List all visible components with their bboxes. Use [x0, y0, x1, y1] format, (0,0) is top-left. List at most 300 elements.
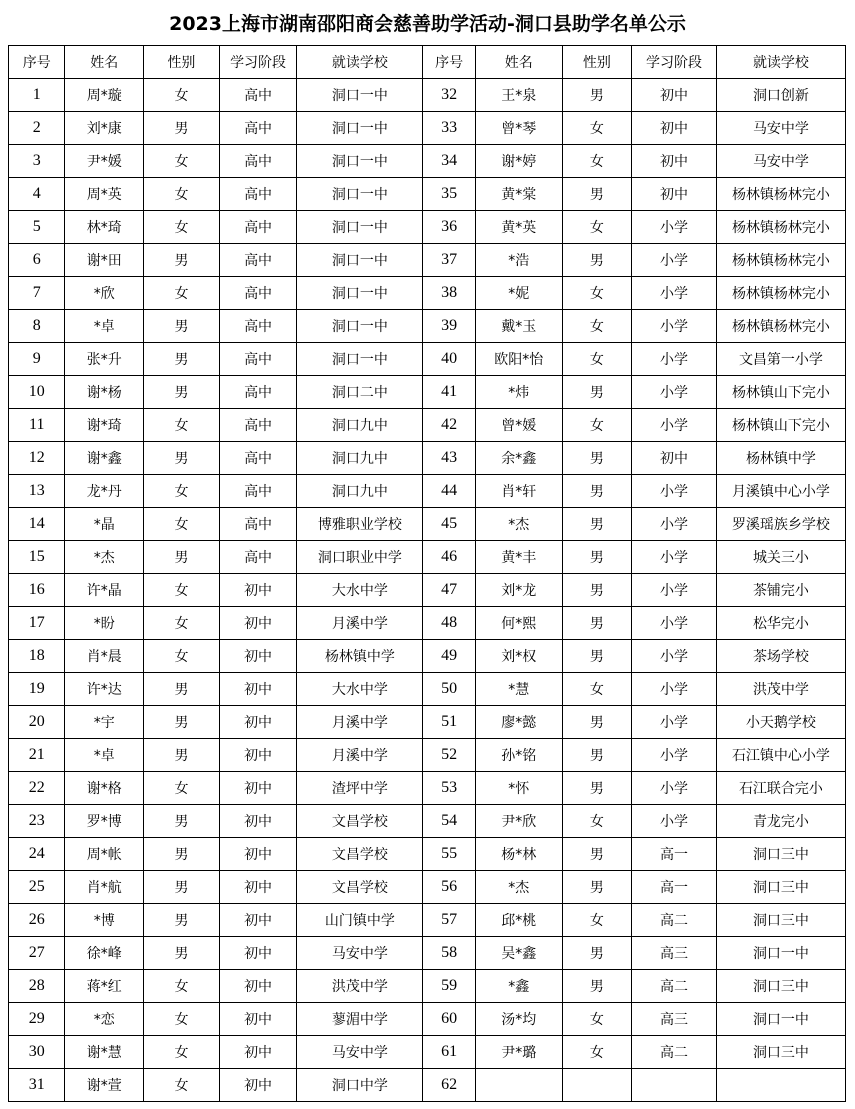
cell-name: 罗*博 [65, 805, 144, 838]
cell-stage: 初中 [219, 937, 297, 970]
cell-stage: 初中 [219, 607, 297, 640]
cell-gender: 男 [562, 244, 632, 277]
cell-stage: 高中 [219, 178, 297, 211]
cell-school: 洪茂中学 [716, 673, 845, 706]
cell-stage: 高中 [219, 244, 297, 277]
cell-school: 城关三小 [716, 541, 845, 574]
cell-seq: 51 [423, 706, 475, 739]
cell-name: 龙*丹 [65, 475, 144, 508]
cell-school: 杨林镇中学 [297, 640, 423, 673]
cell-stage: 小学 [632, 211, 717, 244]
cell-gender [562, 1069, 632, 1102]
cell-gender: 男 [144, 706, 220, 739]
cell-seq: 50 [423, 673, 475, 706]
cell-school: 大水中学 [297, 574, 423, 607]
cell-gender: 女 [144, 574, 220, 607]
cell-gender: 男 [562, 79, 632, 112]
cell-gender: 男 [144, 871, 220, 904]
cell-school: 洞口九中 [297, 475, 423, 508]
cell-name: 尹*媛 [65, 145, 144, 178]
cell-gender: 男 [562, 508, 632, 541]
table-row [9, 541, 846, 574]
cell-name: *卓 [65, 739, 144, 772]
cell-school: 洞口一中 [297, 79, 423, 112]
cell-school: 青龙完小 [716, 805, 845, 838]
cell-seq: 43 [423, 442, 475, 475]
cell-gender: 女 [562, 1003, 632, 1036]
cell-school: 洞口一中 [716, 1003, 845, 1036]
cell-seq: 1 [9, 79, 65, 112]
cell-name: 谢*琦 [65, 409, 144, 442]
cell-seq: 10 [9, 376, 65, 409]
cell-gender: 男 [562, 871, 632, 904]
cell-name: 周*帐 [65, 838, 144, 871]
cell-stage: 初中 [632, 145, 717, 178]
cell-stage: 高一 [632, 871, 717, 904]
cell-stage: 小学 [632, 277, 717, 310]
cell-name: 谢*杨 [65, 376, 144, 409]
cell-name: *宇 [65, 706, 144, 739]
cell-stage: 小学 [632, 574, 717, 607]
cell-gender: 女 [562, 112, 632, 145]
cell-name: 许*达 [65, 673, 144, 706]
cell-gender: 男 [562, 178, 632, 211]
cell-stage: 初中 [632, 112, 717, 145]
cell-name: 杨*林 [475, 838, 562, 871]
cell-seq: 39 [423, 310, 475, 343]
cell-gender: 女 [144, 970, 220, 1003]
cell-seq: 3 [9, 145, 65, 178]
cell-school: 文昌学校 [297, 838, 423, 871]
cell-school: 洞口一中 [297, 310, 423, 343]
cell-seq: 11 [9, 409, 65, 442]
cell-seq: 49 [423, 640, 475, 673]
cell-seq: 44 [423, 475, 475, 508]
cell-name: 周*璇 [65, 79, 144, 112]
cell-school: 杨林镇杨林完小 [716, 178, 845, 211]
cell-name: 邱*桃 [475, 904, 562, 937]
cell-stage: 小学 [632, 739, 717, 772]
cell-name: *晶 [65, 508, 144, 541]
cell-school: 文昌学校 [297, 805, 423, 838]
header-name-right: 姓名 [475, 46, 562, 79]
cell-name: 谢*格 [65, 772, 144, 805]
cell-gender: 女 [144, 475, 220, 508]
cell-school: 文昌学校 [297, 871, 423, 904]
table-row [9, 112, 846, 145]
header-name-left: 姓名 [65, 46, 144, 79]
cell-gender: 女 [144, 211, 220, 244]
cell-seq: 25 [9, 871, 65, 904]
cell-school: 茶场学校 [716, 640, 845, 673]
cell-gender: 男 [562, 541, 632, 574]
cell-name: 肖*轩 [475, 475, 562, 508]
cell-stage [632, 1069, 717, 1102]
cell-seq: 33 [423, 112, 475, 145]
cell-stage: 小学 [632, 673, 717, 706]
cell-stage: 高二 [632, 1036, 717, 1069]
cell-name: *杰 [65, 541, 144, 574]
table-row [9, 442, 846, 475]
cell-seq: 42 [423, 409, 475, 442]
cell-name: 蒋*红 [65, 970, 144, 1003]
cell-seq: 37 [423, 244, 475, 277]
cell-stage: 高二 [632, 904, 717, 937]
header-seq-right: 序号 [423, 46, 475, 79]
cell-gender: 女 [562, 673, 632, 706]
table-row [9, 607, 846, 640]
table-row [9, 277, 846, 310]
cell-seq: 16 [9, 574, 65, 607]
cell-name: *恋 [65, 1003, 144, 1036]
cell-gender: 女 [144, 79, 220, 112]
cell-school: 马安中学 [716, 112, 845, 145]
cell-gender: 男 [144, 541, 220, 574]
cell-gender: 男 [144, 310, 220, 343]
header-stage-right: 学习阶段 [632, 46, 717, 79]
cell-name [475, 1069, 562, 1102]
cell-seq: 30 [9, 1036, 65, 1069]
cell-school: 洞口九中 [297, 442, 423, 475]
cell-gender: 女 [144, 640, 220, 673]
cell-school: 大水中学 [297, 673, 423, 706]
cell-stage: 小学 [632, 607, 717, 640]
cell-school: 洞口一中 [297, 145, 423, 178]
cell-name: 汤*均 [475, 1003, 562, 1036]
cell-gender: 男 [562, 640, 632, 673]
cell-school: 洞口三中 [716, 970, 845, 1003]
cell-gender: 女 [144, 1003, 220, 1036]
cell-gender: 男 [562, 574, 632, 607]
cell-gender: 男 [144, 739, 220, 772]
cell-name: 尹*璐 [475, 1036, 562, 1069]
cell-stage: 小学 [632, 343, 717, 376]
cell-stage: 小学 [632, 706, 717, 739]
table-row [9, 79, 846, 112]
cell-name: 余*鑫 [475, 442, 562, 475]
cell-seq: 22 [9, 772, 65, 805]
cell-gender: 男 [144, 904, 220, 937]
cell-stage: 小学 [632, 805, 717, 838]
cell-gender: 女 [144, 409, 220, 442]
cell-name: 何*熙 [475, 607, 562, 640]
cell-gender: 女 [144, 277, 220, 310]
cell-school: 博雅职业学校 [297, 508, 423, 541]
cell-name: 刘*龙 [475, 574, 562, 607]
cell-stage: 高三 [632, 937, 717, 970]
cell-school: 洪茂中学 [297, 970, 423, 1003]
cell-seq: 58 [423, 937, 475, 970]
cell-stage: 初中 [219, 871, 297, 904]
cell-name: 徐*峰 [65, 937, 144, 970]
cell-gender: 女 [144, 1069, 220, 1102]
cell-seq: 57 [423, 904, 475, 937]
cell-school: 洞口一中 [297, 178, 423, 211]
cell-stage: 小学 [632, 310, 717, 343]
cell-school: 洞口三中 [716, 1036, 845, 1069]
cell-school: 杨林镇中学 [716, 442, 845, 475]
cell-gender: 男 [144, 112, 220, 145]
cell-name: *盼 [65, 607, 144, 640]
cell-stage: 高中 [219, 211, 297, 244]
cell-stage: 小学 [632, 508, 717, 541]
cell-seq: 27 [9, 937, 65, 970]
cell-stage: 高中 [219, 79, 297, 112]
cell-seq: 54 [423, 805, 475, 838]
cell-school: 洞口三中 [716, 904, 845, 937]
cell-name: 谢*婷 [475, 145, 562, 178]
cell-school: 茶铺完小 [716, 574, 845, 607]
table-row [9, 574, 846, 607]
table-row [9, 871, 846, 904]
cell-name: 林*琦 [65, 211, 144, 244]
cell-name: *卓 [65, 310, 144, 343]
cell-stage: 初中 [219, 673, 297, 706]
cell-gender: 男 [144, 937, 220, 970]
cell-name: 曾*媛 [475, 409, 562, 442]
cell-school: 洞口中学 [297, 1069, 423, 1102]
cell-gender: 男 [144, 838, 220, 871]
cell-seq: 59 [423, 970, 475, 1003]
cell-gender: 女 [144, 508, 220, 541]
cell-stage: 小学 [632, 376, 717, 409]
table-row [9, 640, 846, 673]
cell-school: 洞口职业中学 [297, 541, 423, 574]
table-row [9, 1003, 846, 1036]
cell-name: 黄*英 [475, 211, 562, 244]
cell-gender: 男 [562, 706, 632, 739]
table-row [9, 475, 846, 508]
cell-stage: 小学 [632, 541, 717, 574]
cell-school: 洞口一中 [297, 244, 423, 277]
cell-gender: 男 [562, 442, 632, 475]
cell-name: 王*泉 [475, 79, 562, 112]
cell-name: *鑫 [475, 970, 562, 1003]
cell-seq: 20 [9, 706, 65, 739]
cell-school: 洞口一中 [716, 937, 845, 970]
cell-gender: 男 [144, 376, 220, 409]
cell-name: 谢*田 [65, 244, 144, 277]
cell-stage: 小学 [632, 640, 717, 673]
cell-seq: 46 [423, 541, 475, 574]
cell-seq: 53 [423, 772, 475, 805]
cell-name: *妮 [475, 277, 562, 310]
cell-seq: 5 [9, 211, 65, 244]
cell-seq: 2 [9, 112, 65, 145]
cell-seq: 19 [9, 673, 65, 706]
cell-seq: 26 [9, 904, 65, 937]
cell-seq: 18 [9, 640, 65, 673]
cell-name: *杰 [475, 508, 562, 541]
cell-stage: 小学 [632, 475, 717, 508]
cell-seq: 34 [423, 145, 475, 178]
cell-gender: 女 [562, 211, 632, 244]
cell-stage: 高中 [219, 310, 297, 343]
table-row [9, 772, 846, 805]
cell-name: *欣 [65, 277, 144, 310]
roster-body [9, 79, 846, 1102]
cell-stage: 高中 [219, 343, 297, 376]
cell-name: *慧 [475, 673, 562, 706]
cell-gender: 女 [562, 904, 632, 937]
cell-school: 小天鹅学校 [716, 706, 845, 739]
cell-name: 黄*棠 [475, 178, 562, 211]
cell-stage: 小学 [632, 772, 717, 805]
table-row [9, 838, 846, 871]
cell-gender: 男 [144, 673, 220, 706]
cell-name: 廖*懿 [475, 706, 562, 739]
cell-gender: 女 [144, 607, 220, 640]
cell-stage: 初中 [219, 1036, 297, 1069]
cell-school: 松华完小 [716, 607, 845, 640]
table-row [9, 970, 846, 1003]
cell-school: 蓼湄中学 [297, 1003, 423, 1036]
table-row [9, 310, 846, 343]
header-gender-left: 性别 [144, 46, 220, 79]
cell-stage: 高一 [632, 838, 717, 871]
cell-stage: 初中 [219, 772, 297, 805]
cell-gender: 男 [562, 607, 632, 640]
cell-stage: 初中 [219, 838, 297, 871]
cell-school: 杨林镇杨林完小 [716, 277, 845, 310]
cell-stage: 高中 [219, 409, 297, 442]
cell-seq: 41 [423, 376, 475, 409]
cell-seq: 61 [423, 1036, 475, 1069]
cell-school: 洞口一中 [297, 277, 423, 310]
cell-name: *博 [65, 904, 144, 937]
cell-seq: 4 [9, 178, 65, 211]
header-stage-left: 学习阶段 [219, 46, 297, 79]
cell-school: 文昌第一小学 [716, 343, 845, 376]
cell-seq: 36 [423, 211, 475, 244]
cell-name: 张*升 [65, 343, 144, 376]
cell-name: *炜 [475, 376, 562, 409]
cell-name: 谢*萱 [65, 1069, 144, 1102]
table-row [9, 739, 846, 772]
header-school-right: 就读学校 [716, 46, 845, 79]
cell-stage: 高中 [219, 475, 297, 508]
cell-name: 欧阳*怡 [475, 343, 562, 376]
cell-name: 肖*航 [65, 871, 144, 904]
cell-seq: 7 [9, 277, 65, 310]
cell-seq: 62 [423, 1069, 475, 1102]
cell-gender: 男 [144, 442, 220, 475]
cell-school: 洞口创新 [716, 79, 845, 112]
cell-name: 许*晶 [65, 574, 144, 607]
cell-gender: 女 [562, 145, 632, 178]
cell-stage: 小学 [632, 244, 717, 277]
cell-name: 戴*玉 [475, 310, 562, 343]
cell-stage: 高三 [632, 1003, 717, 1036]
cell-name: 谢*鑫 [65, 442, 144, 475]
cell-gender: 男 [562, 772, 632, 805]
cell-seq: 31 [9, 1069, 65, 1102]
header-row [9, 46, 846, 79]
cell-gender: 男 [562, 739, 632, 772]
cell-school: 洞口二中 [297, 376, 423, 409]
cell-gender: 男 [562, 970, 632, 1003]
cell-stage: 高中 [219, 508, 297, 541]
cell-gender: 男 [562, 838, 632, 871]
cell-gender: 男 [562, 376, 632, 409]
cell-stage: 高中 [219, 145, 297, 178]
cell-school [716, 1069, 845, 1102]
cell-seq: 23 [9, 805, 65, 838]
cell-stage: 初中 [219, 904, 297, 937]
cell-school: 罗溪瑶族乡学校 [716, 508, 845, 541]
cell-stage: 初中 [219, 574, 297, 607]
cell-name: 尹*欣 [475, 805, 562, 838]
cell-seq: 14 [9, 508, 65, 541]
table-row [9, 244, 846, 277]
cell-seq: 56 [423, 871, 475, 904]
table-row [9, 1036, 846, 1069]
cell-gender: 女 [562, 805, 632, 838]
cell-name: 谢*慧 [65, 1036, 144, 1069]
cell-name: 孙*铭 [475, 739, 562, 772]
cell-name: 吴*鑫 [475, 937, 562, 970]
table-row [9, 178, 846, 211]
cell-school: 马安中学 [297, 937, 423, 970]
cell-seq: 47 [423, 574, 475, 607]
cell-school: 月溪镇中心小学 [716, 475, 845, 508]
cell-name: 黄*丰 [475, 541, 562, 574]
cell-stage: 高中 [219, 277, 297, 310]
cell-seq: 48 [423, 607, 475, 640]
cell-school: 洞口一中 [297, 112, 423, 145]
cell-school: 洞口三中 [716, 871, 845, 904]
cell-gender: 男 [144, 343, 220, 376]
page-title: 2023上海市湖南邵阳商会慈善助学活动-洞口县助学名单公示 [169, 13, 686, 35]
cell-gender: 男 [144, 244, 220, 277]
table-row [9, 937, 846, 970]
cell-school: 杨林镇山下完小 [716, 376, 845, 409]
cell-seq: 9 [9, 343, 65, 376]
cell-gender: 女 [144, 178, 220, 211]
table-row [9, 376, 846, 409]
cell-seq: 15 [9, 541, 65, 574]
cell-school: 月溪中学 [297, 607, 423, 640]
cell-school: 月溪中学 [297, 739, 423, 772]
cell-name: 刘*权 [475, 640, 562, 673]
cell-stage: 初中 [219, 706, 297, 739]
cell-stage: 高二 [632, 970, 717, 1003]
cell-school: 马安中学 [716, 145, 845, 178]
table-row [9, 211, 846, 244]
cell-seq: 35 [423, 178, 475, 211]
cell-school: 月溪中学 [297, 706, 423, 739]
cell-name: *怀 [475, 772, 562, 805]
cell-seq: 60 [423, 1003, 475, 1036]
cell-gender: 男 [562, 475, 632, 508]
table-row [9, 706, 846, 739]
cell-stage: 高中 [219, 112, 297, 145]
cell-seq: 17 [9, 607, 65, 640]
roster-table [8, 45, 846, 1102]
cell-gender: 女 [144, 145, 220, 178]
cell-school: 洞口九中 [297, 409, 423, 442]
cell-stage: 初中 [632, 442, 717, 475]
cell-school: 杨林镇杨林完小 [716, 244, 845, 277]
table-row [9, 508, 846, 541]
cell-name: 曾*琴 [475, 112, 562, 145]
cell-stage: 初中 [219, 1003, 297, 1036]
cell-gender: 女 [144, 1036, 220, 1069]
cell-school: 石江联合完小 [716, 772, 845, 805]
cell-stage: 初中 [219, 1069, 297, 1102]
cell-seq: 29 [9, 1003, 65, 1036]
cell-stage: 初中 [632, 79, 717, 112]
